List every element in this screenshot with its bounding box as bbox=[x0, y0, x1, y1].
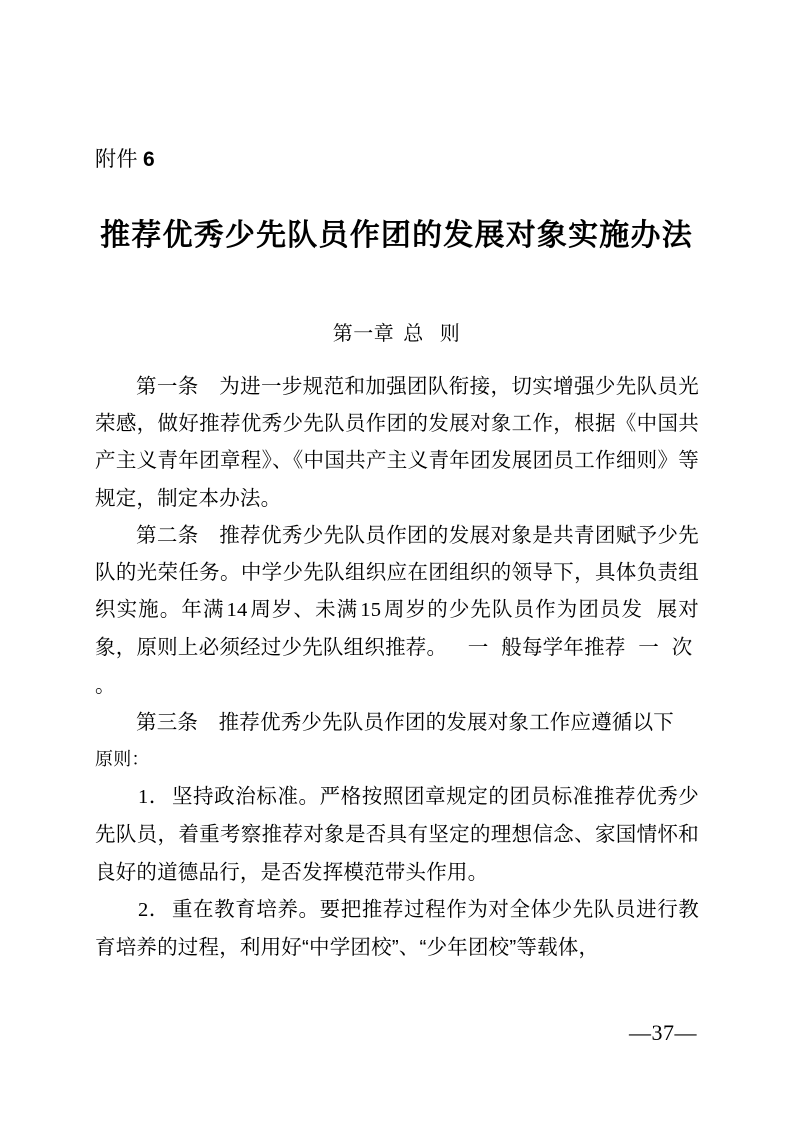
chapter-name-first: 总 bbox=[403, 323, 424, 345]
article-1-text: 为进一步规范和加强团队衔接，切实增强少先队员光荣感，做好推荐优秀少先队员作团的发展对象工作，根据《中国共产主义青年团章程》、《中国共产主义青年团发展团员工作细则》等规定，制定本办法。 bbox=[95, 375, 699, 510]
article-2-text-part-8: 次 bbox=[671, 636, 693, 660]
age-minimum: 14 bbox=[226, 599, 248, 622]
article-2-paragraph bbox=[95, 517, 699, 704]
attachment-label bbox=[95, 143, 155, 173]
principle-1-text: 坚持政治标准。严格按照团章规定的团员标准推荐优秀少先队员，着重考察推荐对象是否具有坚定的理想信念、家国情怀和良好的道德品行，是否发挥模范带头作用。 bbox=[95, 785, 699, 884]
article-2-text-part-5: 一 bbox=[467, 636, 489, 660]
principle-1-marker: 1． bbox=[138, 786, 170, 809]
article-2-text-part-3: 周岁的少先队员作为团员发 bbox=[383, 598, 644, 622]
chapter-number: 第一章 bbox=[332, 323, 395, 345]
chapter-name-second: 则 bbox=[439, 323, 461, 345]
page-title: 推荐优秀少先队员作团的发展对象实施办法 bbox=[100, 219, 693, 252]
article-2-text-part-2: 周岁、未满 bbox=[249, 598, 359, 622]
article-2-text-part-1: 推荐优秀少先队员作团的发展对象是共青团赋予少先队的光荣任务。中学少先队组织应在团组织的领导下，具体负责组织实施。年满 bbox=[95, 523, 699, 622]
attachment-number: 6 bbox=[143, 148, 156, 171]
age-maximum: 15 bbox=[360, 599, 382, 622]
chapter-heading bbox=[0, 320, 793, 348]
document-body bbox=[95, 368, 699, 966]
principle-2-paragraph bbox=[95, 891, 699, 966]
article-1-paragraph bbox=[95, 368, 699, 517]
article-1-marker: 第一条 bbox=[136, 375, 199, 398]
article-2-text-part-6: 般每学年推荐 bbox=[501, 636, 626, 660]
principle-1-paragraph bbox=[95, 778, 699, 891]
article-3-text: 推荐优秀少先队员作团的发展对象工作应遵循以下 bbox=[218, 710, 675, 734]
article-3-marker: 第三条 bbox=[136, 710, 199, 734]
article-3-continuation: 原则： bbox=[95, 749, 150, 770]
principle-2-marker: 2． bbox=[138, 898, 170, 921]
page-number: —37— bbox=[629, 1020, 697, 1045]
article-2-marker: 第二条 bbox=[136, 523, 199, 547]
article-3-paragraph bbox=[95, 704, 699, 741]
attachment-label-text: 附件 bbox=[95, 148, 138, 171]
article-2-text-part-7: 一 bbox=[638, 636, 660, 660]
principle-2-text: 重在教育培养。要把推荐过程作为对全体少先队员进行教育培养的过程，利用好“中学团校”、“少年团校”等载体， bbox=[95, 897, 699, 960]
article-2-text-part-9: 。 bbox=[95, 673, 116, 697]
article-2-text-part-4: 展对象，原则上必须经过少先队组织推荐。 bbox=[95, 598, 700, 660]
